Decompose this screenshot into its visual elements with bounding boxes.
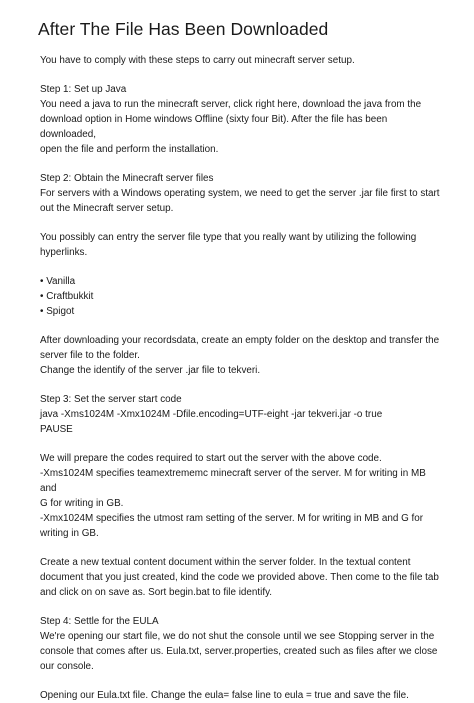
codes-line: writing in GB. [40,528,99,539]
list-item: • Spigot [40,306,75,317]
step3-heading: Step 3: Set the server start code [40,394,182,405]
after-download-paragraph [40,333,444,378]
codes-line: -Xms1024M specifies teamextrememc minecraft server of the server. M for writing in MB and [40,468,426,494]
step4-line: our console. [40,661,94,672]
create-line: document that you just created, kind the code we provided above. Then come to the file tab [40,572,439,583]
intro-line: You have to comply with these steps to carry out minecraft server setup. [40,55,355,66]
step4-line: We're opening our start file, we do not shut the console until we see Stopping server in the [40,631,435,642]
create-line: Create a new textual content document within the server folder. In the textual content [40,557,411,568]
step4-section [40,614,444,674]
step2-heading: Step 2: Obtain the Minecraft server files [40,173,214,184]
codes-line: We will prepare the codes required to start out the server with the above code. [40,453,382,464]
after-download-line: After downloading your recordsdata, create an empty folder on the desktop and transfer the [40,335,440,346]
step3-section [40,392,444,437]
step2-section [40,171,444,216]
step2-line: For servers with a Windows operating system, we need to get the server .jar file first to start [40,188,440,199]
step3-code-line: PAUSE [40,424,73,435]
page-title: After The File Has Been Downloaded [38,19,329,39]
after-download-line: server file to the folder. [40,350,140,361]
step4-heading: Step 4: Settle for the EULA [40,616,159,627]
step1-line: You need a java to run the minecraft server, click right here, download the java from the [40,99,422,110]
codes-line: G for writing in GB. [40,498,124,509]
server-type-list [40,274,444,319]
step1-section [40,82,444,157]
step1-line: download option in Home windows Offline (sixty four Bit). After the file has been downloaded, [40,114,388,140]
hyperlinks-line: hyperlinks. [40,247,88,258]
eula-paragraph [40,688,444,703]
hyperlinks-paragraph [40,230,444,260]
create-paragraph [40,555,444,600]
codes-line: -Xmx1024M specifies the utmost ram setting of the server. M for writing in MB and G for [40,513,424,524]
after-download-line: Change the identify of the server .jar file to tekveri. [40,365,261,376]
step3-code-line: java -Xms1024M -Xmx1024M -Dfile.encoding=UTF-eight -jar tekveri.jar -o true [40,409,383,420]
codes-paragraph [40,451,444,541]
step2-line: out the Minecraft server setup. [40,203,174,214]
step1-line: open the file and perform the installation. [40,144,219,155]
step1-heading: Step 1: Set up Java [40,84,127,95]
list-item: • Vanilla [40,276,76,287]
list-item: • Craftbukkit [40,291,94,302]
hyperlinks-line: You possibly can entry the server file type that you really want by utilizing the following [40,232,417,243]
intro-paragraph [40,53,444,68]
create-line: and click on on save as. Sort begin.bat to file identify. [40,587,273,598]
eula-line: Opening our Eula.txt file. Change the eula= false line to eula = true and save the file. [40,690,409,701]
step4-line: console that comes after us. Eula.txt, server.properties, created such as files after we close [40,646,438,657]
